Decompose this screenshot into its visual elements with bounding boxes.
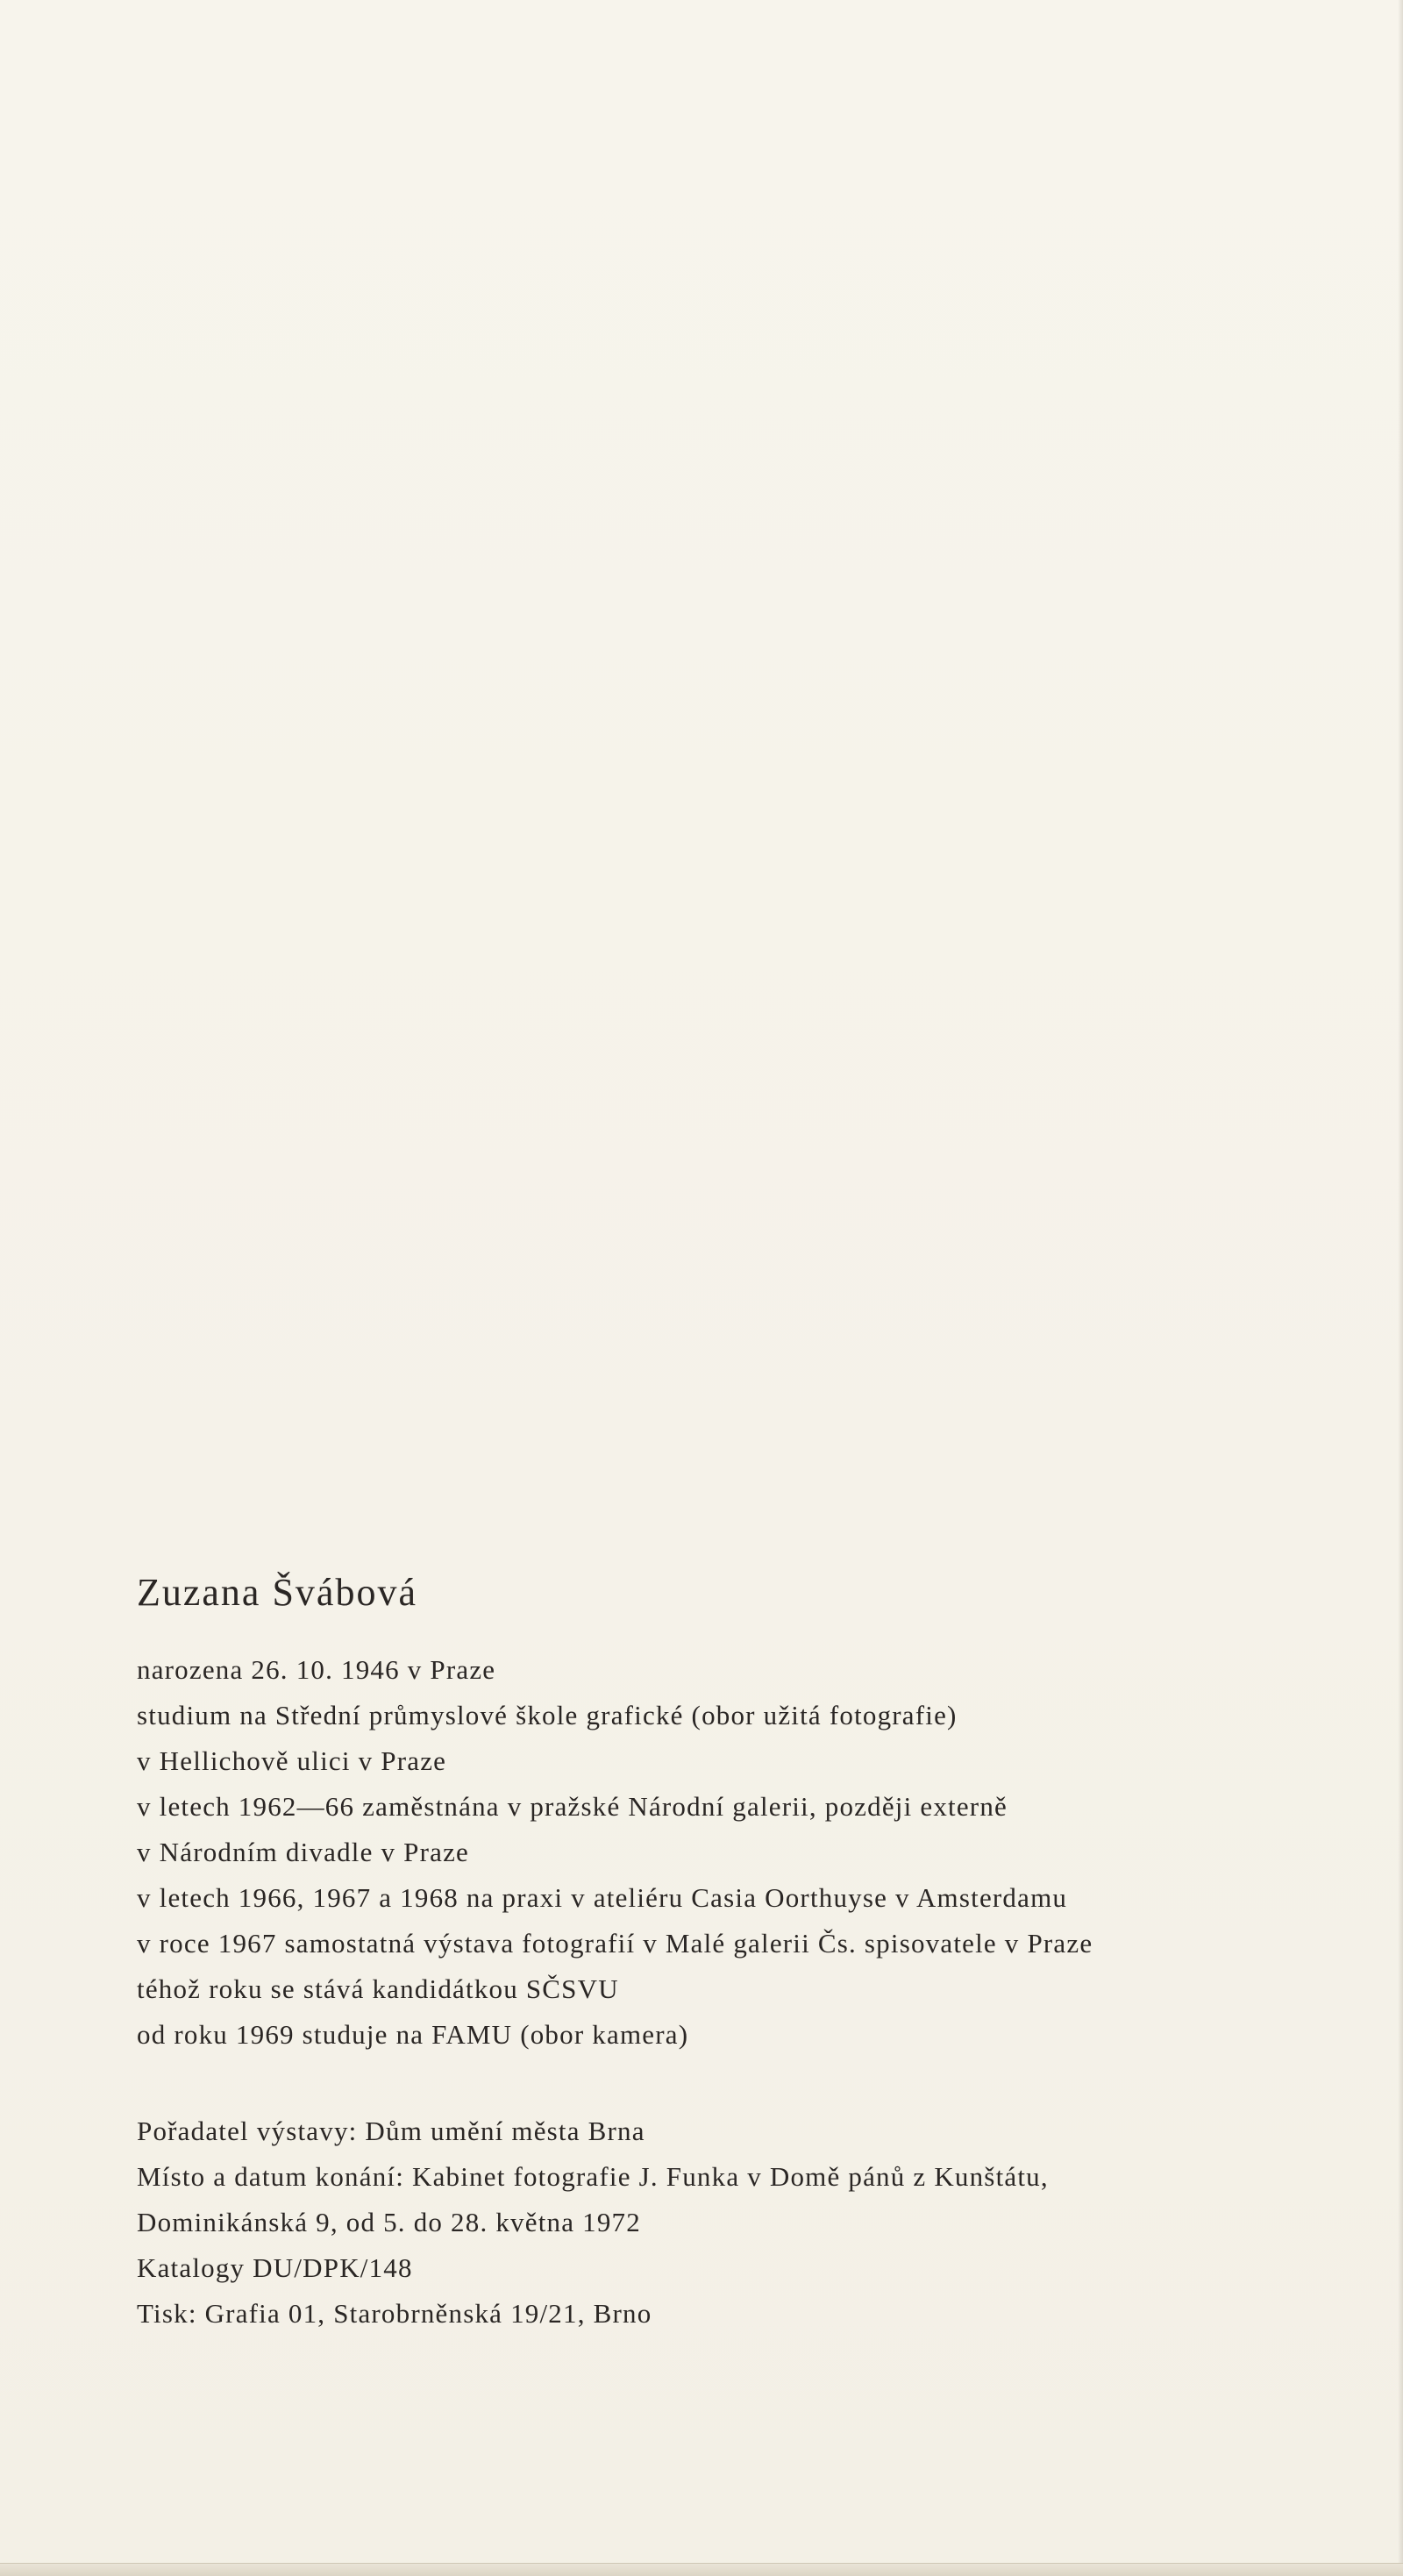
page-bottom-edge — [0, 2563, 1403, 2576]
catalog-text-block — [137, 1568, 1294, 2337]
section-spacer — [137, 2058, 1294, 2109]
biography-section — [137, 1647, 1294, 2058]
colophon-line: Místo a datum konání: Kabinet fotografie J. Funka v Domě pánů z Kunštátu, — [137, 2161, 1049, 2192]
biography-line: v roce 1967 samostatná výstava fotografií v Malé galerii Čs. spisovatele v Praze — [137, 1928, 1093, 1959]
biography-line: téhož roku se stává kandidátkou SČSVU — [137, 1973, 619, 2004]
colophon-line: Pořadatel výstavy: Dům umění města Brna — [137, 2116, 645, 2146]
biography-line: v letech 1962—66 zaměstnána v pražské Národní galerii, později externě — [137, 1791, 1008, 1822]
biography-line: v Národním divadle v Praze — [137, 1837, 469, 1867]
biography-line: narozena 26. 10. 1946 v Praze — [137, 1654, 496, 1685]
biography-line: v Hellichově ulici v Praze — [137, 1745, 447, 1776]
biography-line: od roku 1969 studuje na FAMU (obor kamera) — [137, 2019, 689, 2050]
artist-name: Zuzana Švábová — [137, 1571, 417, 1614]
page-edge-shadow — [1398, 0, 1403, 2576]
biography-line: v letech 1966, 1967 a 1968 na praxi v ateliéru Casia Oorthuyse v Amsterdamu — [137, 1882, 1068, 1913]
colophon-line: Tisk: Grafia 01, Starobrněnská 19/21, Brno — [137, 2298, 652, 2329]
biography-line: studium na Střední průmyslové škole grafické (obor užitá fotografie) — [137, 1700, 958, 1730]
colophon-section — [137, 2109, 1294, 2337]
colophon-line: Katalogy DU/DPK/148 — [137, 2252, 413, 2283]
colophon-line: Dominikánská 9, od 5. do 28. května 1972 — [137, 2207, 641, 2237]
